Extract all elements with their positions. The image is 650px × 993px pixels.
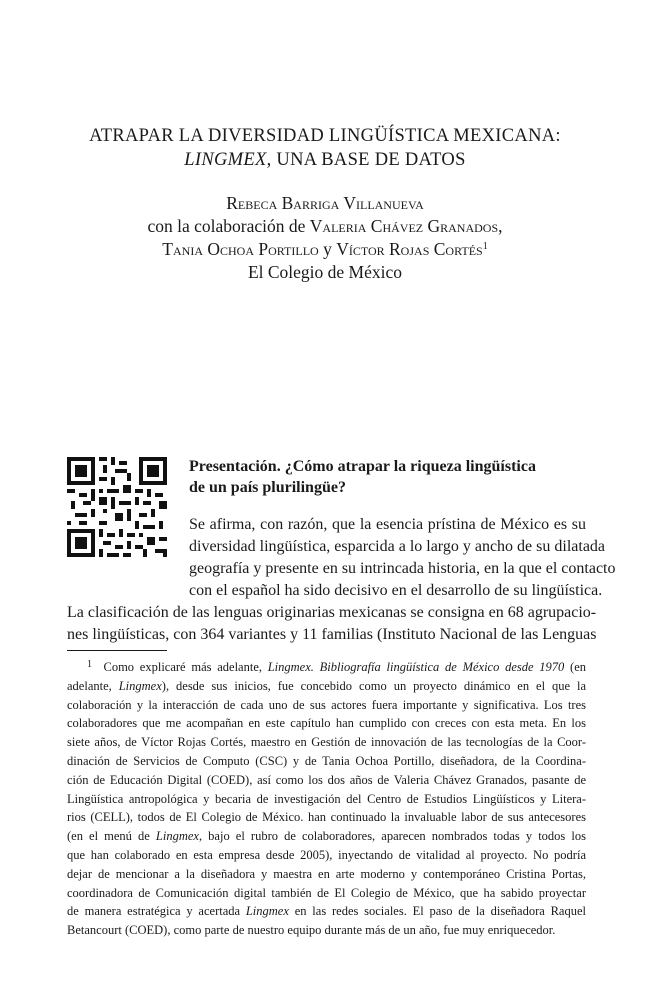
footnote-line: dejar de mencionar a la diseñadora y maestra en arte moderno y contemporáneo Cristina Portas, [67, 866, 586, 881]
title-rest: , UNA BASE DE DATOS [266, 150, 466, 170]
footnote-line: Betancourt (COED), como parte de nuestro equipo durante más de un año, fue muy enriquecedor. [67, 923, 556, 938]
chapter-title-line2 [0, 149, 650, 171]
footnote-marker[interactable]: 1 [482, 241, 488, 252]
footnote-line: colaboradores que me acompañan en este capítulo han cumplido con creces con esta meta. En los [67, 716, 586, 731]
affiliation: El Colegio de México [247, 262, 403, 282]
footnote-line: ción de Educación Digital (COED), así como los dos años de Valeria Chávez Granados, pasante de [67, 772, 586, 787]
author-line3 [0, 238, 650, 261]
footnote-line: colaboración y la interacción de cada uno de sus actores fuera importante y significativa. Los tres [67, 697, 586, 712]
body-line: diversidad lingüística, esparcida a lo largo y ancho de su dilatada [189, 538, 606, 555]
footnote-number: 1 [87, 659, 92, 670]
footnote-line: de manera estratégica y acertada Lingmex en las redes sociales. El paso de la diseñadora Raquel [67, 904, 586, 919]
footnote-line: siete años, de Víctor Rojas Cortés, maestro en Gestión de innovación de las tecnologías de la Coor- [67, 735, 586, 750]
footnote-line: que han colaborado en esta empresa desde 2005), inyectando de vitalidad al proyecto. No podría [67, 847, 586, 862]
title-italic: LINGMEX [184, 150, 267, 170]
body-line: La clasificación de las lenguas originarias mexicanas se consigna en 68 agrupacio- [67, 604, 597, 621]
author-line2 [0, 215, 650, 238]
body-paragraph-indented [189, 514, 616, 602]
footnote-line: rios (CELL), todos de El Colegio de México. han continuado la invaluable labor de sus antecesores [67, 810, 586, 825]
qr-code [67, 457, 167, 557]
body-line: Se afirma, con razón, que la esencia prístina de México es su [189, 516, 586, 533]
footnote-line: $^1$ Como explicaré más adelante, Lingmex. Bibliografía lingüística de México desde 1970 (en [87, 659, 587, 674]
chapter-title-line1: ATRAPAR LA DIVERSIDAD LINGÜÍSTICA MEXICANA: [89, 126, 561, 146]
footnote-rule [67, 650, 167, 651]
footnote-line: adelante, Lingmex), desde sus inicios, fue concebido como un proyecto dinámico en el que la [67, 678, 587, 693]
collab-conjunction: y [318, 239, 337, 259]
section-heading-line1: Presentación. ¿Cómo atrapar la riqueza lingüística [189, 458, 536, 475]
body-paragraph-full [67, 602, 597, 646]
collab-names: Valeria Chávez Granados, [309, 216, 503, 236]
footnote-line: (en el menú de Lingmex, bajo el rubro de colaboradores, aparecen nombrados todas y todos los [67, 829, 586, 844]
section-heading [189, 456, 589, 498]
section-heading-line2: de un país plurilingüe? [189, 479, 346, 496]
body-line: nes lingüísticas, con 364 variantes y 11 familias (Instituto Nacional de las Lenguas [67, 626, 597, 643]
footnote-line: dinación de Servicios de Computo (CSC) y de Tania Ochoa Portillo, diseñadora, de la Coordina- [67, 753, 586, 768]
collab-name-a: Tania Ochoa Portillo [162, 239, 319, 259]
collab-name-b: Víctor Rojas Cortés [336, 239, 483, 259]
body-line: geografía y presente en su intrincada historia, en la que el contacto [189, 560, 616, 577]
author-main: Rebeca Barriga Villanueva [226, 193, 424, 213]
footnote-line: coordinadora de Comunicación digital también de El Colegio de México, que ha sabido proyectar [67, 885, 586, 900]
footnote-line: Lingüística antropológica y becaria de investigación del Centro de Estudios Lingüísticos y Litera- [67, 791, 586, 806]
collab-prefix: con la colaboración de [147, 216, 310, 236]
body-line: con el español ha sido decisivo en el desarrollo de su lingüística. [189, 582, 603, 599]
footnote [67, 658, 586, 940]
